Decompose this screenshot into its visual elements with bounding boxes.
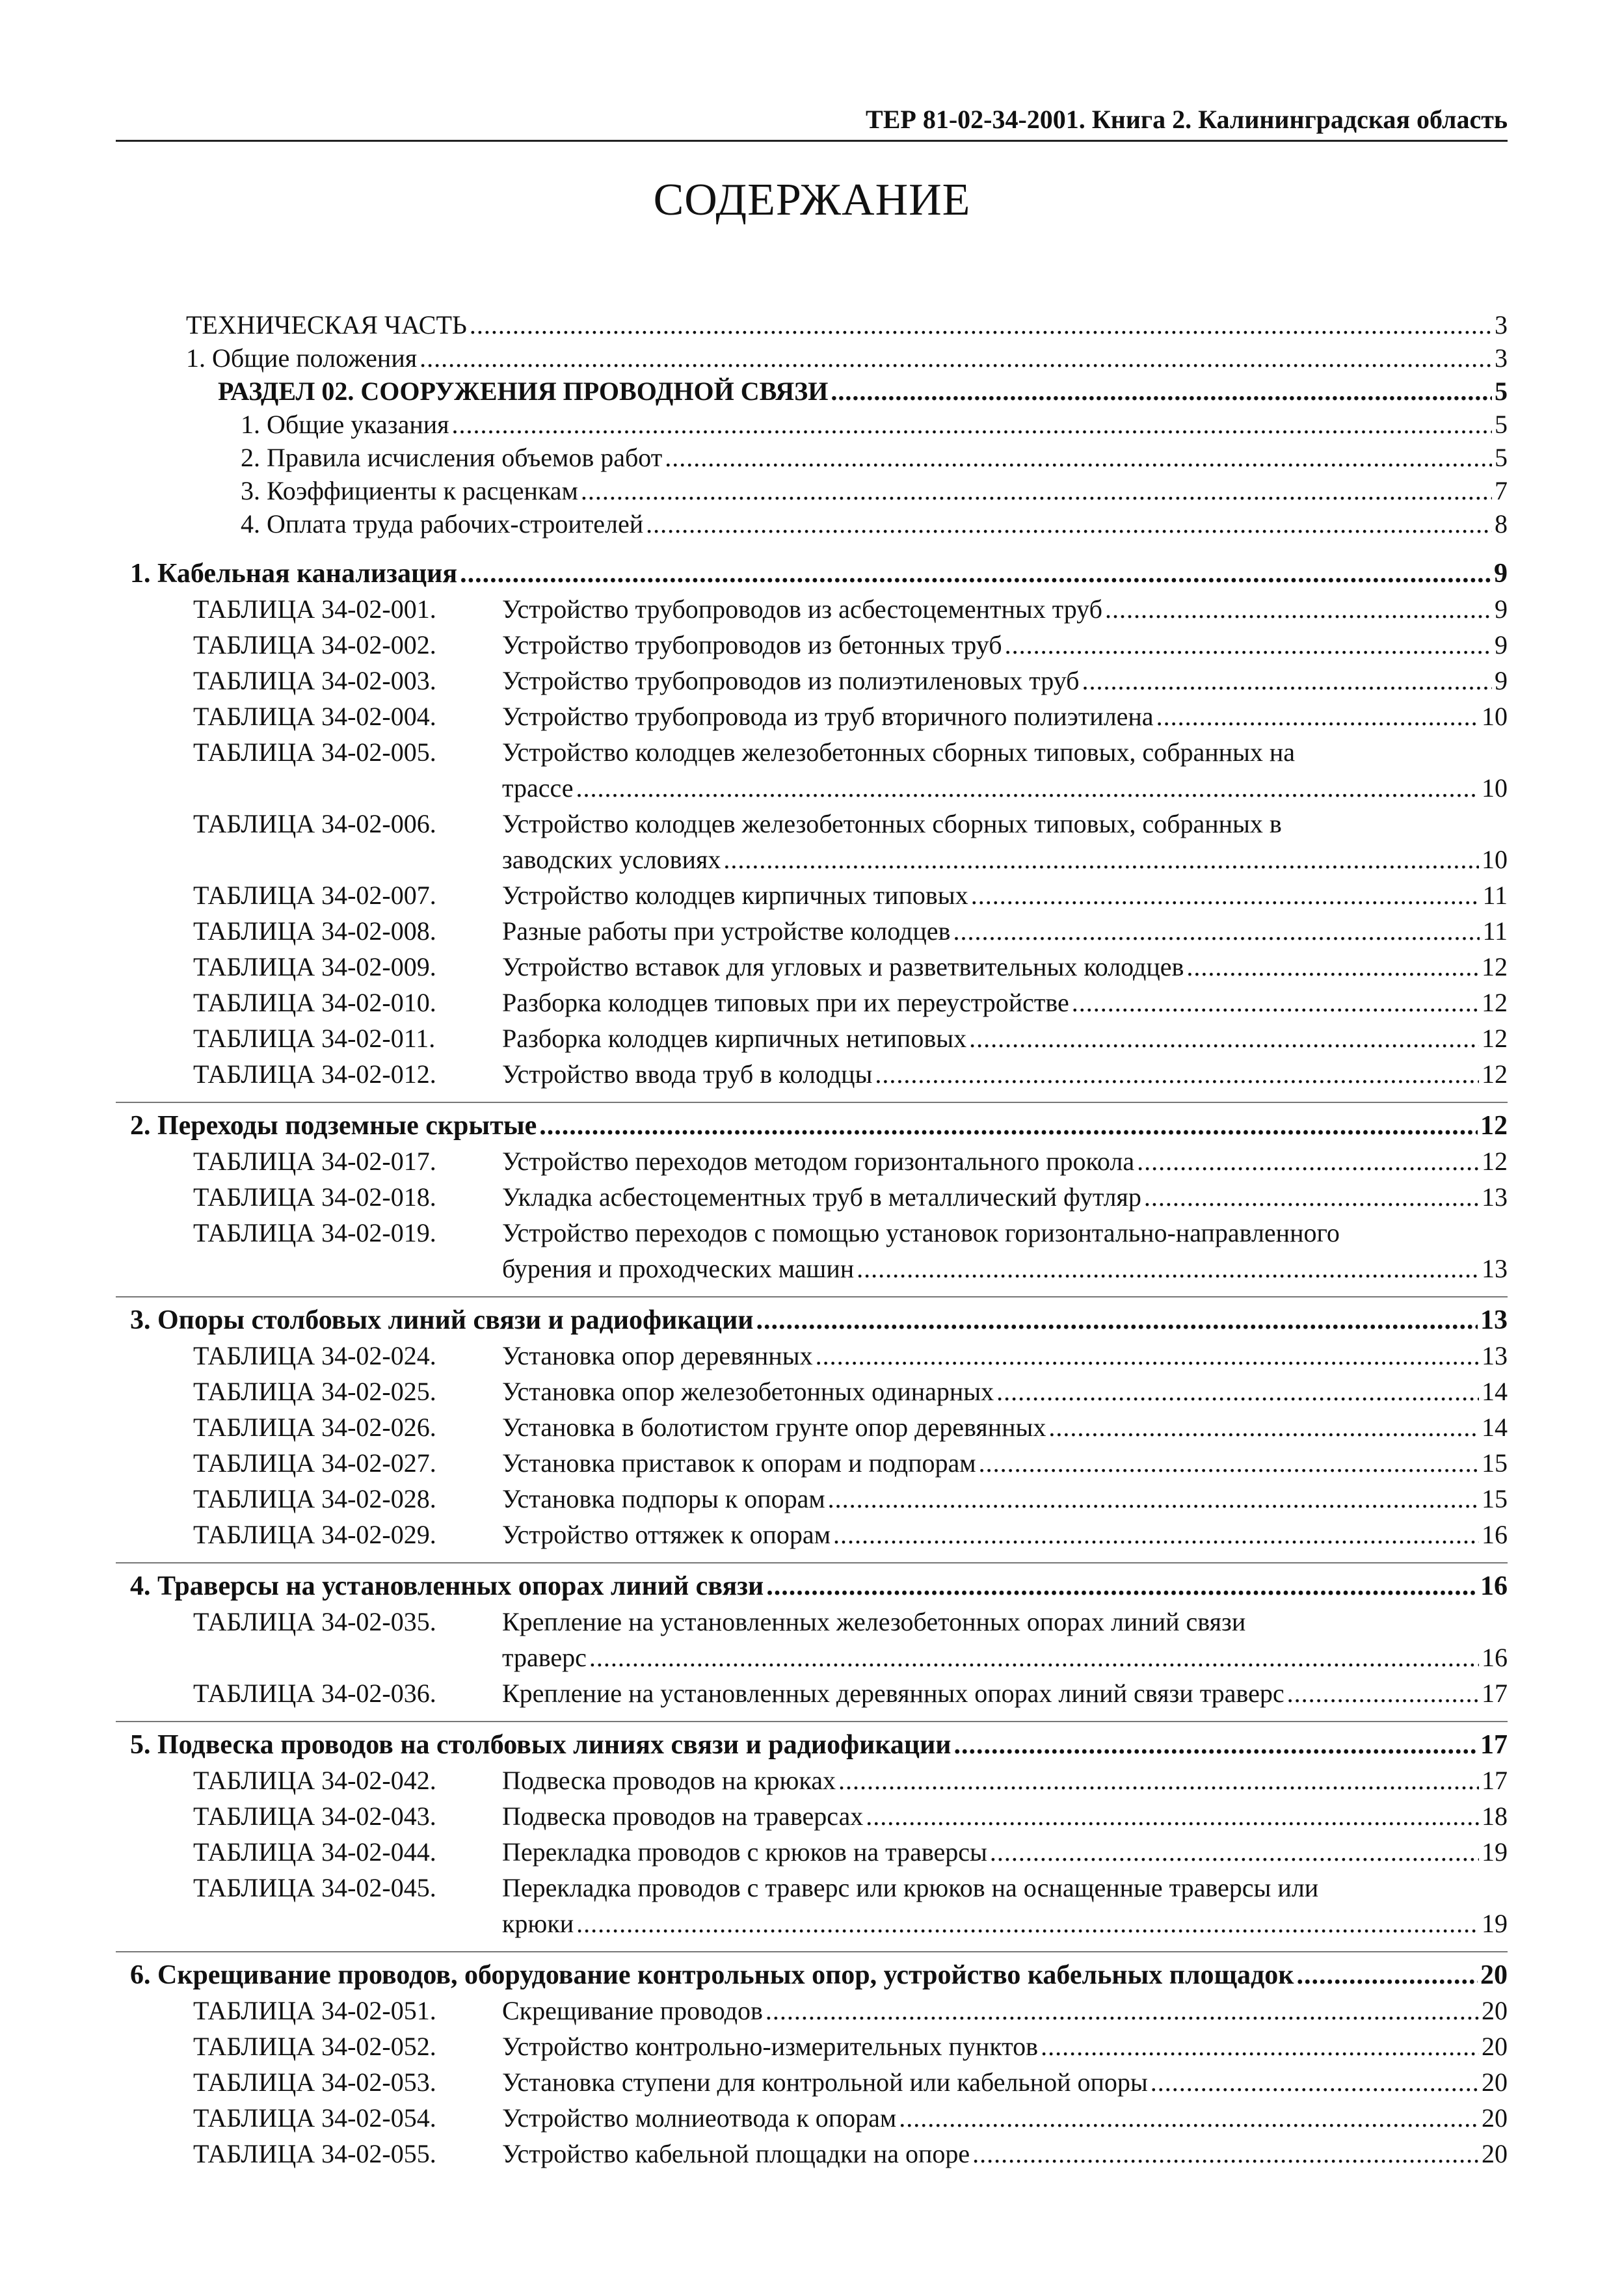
toc-table-code: ТАБЛИЦА 34-02-006. [193, 809, 436, 838]
toc-entry-text: бурения и проходческих машин [502, 1254, 855, 1283]
toc-section-heading[interactable] [130, 1110, 1508, 1142]
leader-dots [460, 557, 1491, 590]
toc-entry-text: 4. Траверсы на установленных опорах линий связи [130, 1571, 764, 1601]
toc-entry-text: Подвеска проводов на траверсах [502, 1802, 864, 1831]
toc-page-number: 16 [1480, 1571, 1508, 1601]
toc-entry-text: ТЕХНИЧЕСКАЯ ЧАСТЬ [186, 310, 467, 339]
toc-table-entry[interactable] [502, 1022, 1508, 1055]
toc-entry-text: Устройство трубопроводов из асбестоцементных труб [502, 594, 1103, 624]
toc-table-entry[interactable] [502, 1253, 1508, 1285]
toc-table-entry[interactable] [502, 1145, 1508, 1178]
toc-entry-text: Перекладка проводов с траверс или крюков на оснащенные траверсы или [502, 1873, 1319, 1902]
toc-page-number: 3 [1495, 343, 1508, 373]
toc-table-entry[interactable] [502, 1872, 1508, 1904]
toc-page-number: 12 [1482, 1059, 1508, 1089]
toc-page-number: 14 [1482, 1413, 1508, 1442]
toc-entry-text: 2. Правила исчисления объемов работ [241, 443, 663, 472]
toc-entry-text: 2. Переходы подземные скрытые [130, 1111, 537, 1141]
toc-entry-text: Устройство оттяжек к опорам [502, 1520, 831, 1549]
toc-table-code: ТАБЛИЦА 34-02-036. [193, 1679, 436, 1708]
toc-page-number: 5 [1495, 443, 1508, 472]
toc-table-code: ТАБЛИЦА 34-02-008. [193, 916, 436, 946]
toc-table-entry[interactable] [502, 951, 1508, 983]
toc-table-code: ТАБЛИЦА 34-02-009. [193, 952, 436, 981]
toc-table-entry[interactable] [502, 1217, 1508, 1249]
leader-dots [756, 1304, 1478, 1337]
leader-dots [1048, 1411, 1479, 1444]
toc-table-entry[interactable] [502, 736, 1508, 769]
toc-table-entry[interactable] [502, 629, 1508, 661]
toc-table-entry[interactable] [502, 1606, 1508, 1638]
toc-table-code: ТАБЛИЦА 34-02-042. [193, 1766, 436, 1795]
toc-intro-entry[interactable] [218, 375, 1508, 408]
toc-table-entry[interactable] [502, 1642, 1508, 1674]
toc-entry-text: заводских условиях [502, 845, 721, 874]
toc-page-number: 20 [1482, 2068, 1508, 2097]
section-divider [116, 1721, 1508, 1722]
leader-dots [831, 375, 1492, 408]
toc-table-code: ТАБЛИЦА 34-02-010. [193, 988, 436, 1017]
section-divider [116, 1102, 1508, 1103]
toc-page-number: 17 [1480, 1730, 1508, 1760]
toc-page-number: 20 [1482, 2139, 1508, 2168]
toc-table-code: ТАБЛИЦА 34-02-001. [193, 594, 436, 624]
toc-table-entry[interactable] [502, 700, 1508, 733]
toc-page-number: 16 [1482, 1643, 1508, 1672]
leader-dots [1041, 2030, 1479, 2063]
section-divider [116, 1562, 1508, 1563]
leader-dots [589, 1642, 1479, 1674]
toc-intro-entry[interactable] [241, 442, 1508, 474]
toc-intro-entry[interactable] [186, 342, 1508, 375]
toc-page-number: 20 [1482, 1996, 1508, 2025]
toc-table-code: ТАБЛИЦА 34-02-054. [193, 2103, 436, 2133]
toc-entry-text: Устройство трубопровода из труб вторичного полиэтилена [502, 702, 1154, 731]
toc-entry-text: 1. Общие указания [241, 410, 449, 439]
toc-intro-entry[interactable] [241, 475, 1508, 507]
toc-table-entry[interactable] [502, 2030, 1508, 2063]
toc-entry-text: Разборка колодцев типовых при их переустройстве [502, 988, 1069, 1017]
toc-page-number: 9 [1495, 630, 1508, 659]
toc-table-entry[interactable] [502, 1058, 1508, 1091]
toc-table-entry[interactable] [502, 1411, 1508, 1444]
toc-page-number: 11 [1482, 881, 1508, 910]
leader-dots [576, 1908, 1479, 1940]
toc-table-entry[interactable] [502, 1800, 1508, 1833]
toc-table-code: ТАБЛИЦА 34-02-011. [193, 1024, 436, 1053]
toc-section-heading[interactable] [130, 1729, 1508, 1761]
toc-intro-entry[interactable] [241, 408, 1508, 441]
toc-entry-text: 4. Оплата труда рабочих-строителей [241, 509, 644, 539]
toc-section-heading[interactable] [130, 557, 1508, 590]
leader-dots [1296, 1959, 1478, 1991]
toc-page-number: 19 [1482, 1909, 1508, 1938]
toc-table-entry[interactable] [502, 2066, 1508, 2099]
toc-page-number: 8 [1495, 509, 1508, 539]
leader-dots [1287, 1677, 1479, 1710]
toc-entry-text: 1. Кабельная канализация [130, 559, 458, 589]
toc-table-entry[interactable] [502, 915, 1508, 948]
leader-dots [866, 1800, 1479, 1833]
toc-page-number: 14 [1482, 1377, 1508, 1406]
leader-dots [1072, 987, 1479, 1019]
leader-dots [875, 1058, 1479, 1091]
leader-dots [581, 475, 1492, 507]
toc-page-number: 10 [1482, 773, 1508, 803]
toc-table-entry[interactable] [502, 1995, 1508, 2027]
toc-entry-text: 1. Общие положения [186, 343, 418, 373]
toc-page-number: 10 [1482, 845, 1508, 874]
leader-dots [765, 1995, 1479, 2027]
leader-dots [646, 508, 1492, 540]
leader-dots [470, 309, 1492, 341]
toc-table-code: ТАБЛИЦА 34-02-005. [193, 738, 436, 767]
toc-table-entry[interactable] [502, 987, 1508, 1019]
leader-dots [665, 442, 1492, 474]
toc-entry-text: 6. Скрещивание проводов, оборудование контрольных опор, устройство кабельных площадок [130, 1960, 1294, 1990]
toc-entry-text: Установка ступени для контрольной или кабельной опоры [502, 2068, 1148, 2097]
toc-page-number: 13 [1480, 1305, 1508, 1335]
toc-table-code: ТАБЛИЦА 34-02-017. [193, 1147, 436, 1176]
toc-entry-text: Установка опор железобетонных одинарных [502, 1377, 994, 1406]
leader-dots [954, 1729, 1478, 1761]
leader-dots [576, 772, 1479, 805]
toc-page-number: 17 [1482, 1766, 1508, 1795]
toc-page-number: 5 [1495, 410, 1508, 439]
section-divider [116, 1296, 1508, 1297]
toc-table-code: ТАБЛИЦА 34-02-007. [193, 881, 436, 910]
toc-page-number: 18 [1482, 1802, 1508, 1831]
toc-table-code: ТАБЛИЦА 34-02-024. [193, 1341, 436, 1370]
toc-entry-text: траверс [502, 1643, 587, 1672]
toc-entry-text: Подвеска проводов на крюках [502, 1766, 836, 1795]
leader-dots [1151, 2066, 1479, 2099]
toc-table-entry[interactable] [502, 665, 1508, 697]
toc-section-heading[interactable] [130, 1304, 1508, 1337]
toc-table-entry[interactable] [502, 1519, 1508, 1551]
toc-entry-text: Устройство молниеотвода к опорам [502, 2103, 897, 2133]
toc-page-number: 9 [1495, 666, 1508, 695]
toc-table-code: ТАБЛИЦА 34-02-018. [193, 1182, 436, 1212]
toc-table-code: ТАБЛИЦА 34-02-025. [193, 1377, 436, 1406]
leader-dots [723, 844, 1479, 876]
toc-page-number: 20 [1480, 1960, 1508, 1990]
page-title: СОДЕРЖАНИЕ [653, 175, 971, 225]
leader-dots [828, 1483, 1479, 1515]
toc-table-code: ТАБЛИЦА 34-02-019. [193, 1218, 436, 1247]
toc-table-code: ТАБЛИЦА 34-02-052. [193, 2032, 436, 2061]
toc-page-number: 13 [1482, 1254, 1508, 1283]
toc-entry-text: Устройство контрольно-измерительных пунктов [502, 2032, 1039, 2061]
toc-entry-text: Устройство кабельной площадки на опоре [502, 2139, 970, 2168]
leader-dots [996, 1376, 1479, 1408]
toc-table-code: ТАБЛИЦА 34-02-004. [193, 702, 436, 731]
toc-page-number: 7 [1495, 476, 1508, 505]
leader-dots [899, 2102, 1479, 2135]
toc-entry-text: Установка подпоры к опорам [502, 1484, 825, 1513]
leader-dots [1144, 1181, 1479, 1214]
toc-table-code: ТАБЛИЦА 34-02-043. [193, 1802, 436, 1831]
section-divider [116, 1951, 1508, 1952]
toc-section-heading[interactable] [130, 1959, 1508, 1991]
toc-table-entry[interactable] [502, 1181, 1508, 1214]
toc-table-code: ТАБЛИЦА 34-02-027. [193, 1448, 436, 1478]
leader-dots [979, 1447, 1479, 1480]
toc-table-code: ТАБЛИЦА 34-02-053. [193, 2068, 436, 2097]
toc-entry-text: 3. Опоры столбовых линий связи и радиофикации [130, 1305, 754, 1335]
leader-dots [969, 1022, 1479, 1055]
toc-table-code: ТАБЛИЦА 34-02-026. [193, 1413, 436, 1442]
leader-dots [539, 1110, 1478, 1142]
toc-table-code: ТАБЛИЦА 34-02-002. [193, 630, 436, 659]
toc-table-entry[interactable] [502, 1376, 1508, 1408]
toc-section-heading[interactable] [130, 1570, 1508, 1603]
toc-table-entry[interactable] [502, 1764, 1508, 1797]
toc-table-entry[interactable] [502, 879, 1508, 912]
toc-table-entry[interactable] [502, 808, 1508, 840]
toc-entry-text: Устройство колодцев железобетонных сборных типовых, собранных в [502, 809, 1282, 838]
toc-table-code: ТАБЛИЦА 34-02-003. [193, 666, 436, 695]
toc-entry-text: Установка приставок к опорам и подпорам [502, 1448, 976, 1478]
toc-entry-text: 5. Подвеска проводов на столбовых линиях связи и радиофикации [130, 1730, 952, 1760]
toc-page-number: 9 [1495, 594, 1508, 624]
toc-table-entry[interactable] [502, 1340, 1508, 1372]
toc-entry-text: Крепление на установленных деревянных опорах линий связи траверс [502, 1679, 1285, 1708]
toc-page-number: 10 [1482, 702, 1508, 731]
toc-table-entry[interactable] [502, 1447, 1508, 1480]
leader-dots [1137, 1145, 1479, 1178]
toc-entry-text: Крепление на установленных железобетонных опорах линий связи [502, 1607, 1246, 1636]
toc-table-entry[interactable] [502, 1908, 1508, 1940]
toc-page-number: 11 [1482, 916, 1508, 946]
toc-page-number: 16 [1482, 1520, 1508, 1549]
toc-table-code: ТАБЛИЦА 34-02-035. [193, 1607, 436, 1636]
toc-entry-text: Разборка колодцев кирпичных нетиповых [502, 1024, 967, 1053]
leader-dots [833, 1519, 1479, 1551]
leader-dots [1005, 629, 1492, 661]
toc-table-entry[interactable] [502, 844, 1508, 876]
toc-table-code: ТАБЛИЦА 34-02-051. [193, 1996, 436, 2025]
leader-dots [452, 408, 1492, 441]
toc-entry-text: Разные работы при устройстве колодцев [502, 916, 951, 946]
toc-page-number: 3 [1495, 310, 1508, 339]
toc-entry-text: Устройство трубопроводов из полиэтиленовых труб [502, 666, 1080, 695]
toc-entry-text: крюки [502, 1909, 574, 1938]
toc-entry-text: Устройство вставок для угловых и разветвительных колодцев [502, 952, 1184, 981]
leader-dots [1082, 665, 1492, 697]
leader-dots [1156, 700, 1479, 733]
toc-table-entry[interactable] [502, 2102, 1508, 2135]
toc-table-entry[interactable] [502, 1836, 1508, 1869]
leader-dots [990, 1836, 1479, 1869]
toc-entry-text: Устройство трубопроводов из бетонных труб [502, 630, 1002, 659]
toc-page-number: 13 [1482, 1341, 1508, 1370]
leader-dots [971, 879, 1480, 912]
toc-entry-text: трассе [502, 773, 574, 803]
toc-intro-entry[interactable] [186, 309, 1508, 341]
toc-table-entry[interactable] [502, 1677, 1508, 1710]
leader-dots [419, 342, 1492, 375]
toc-entry-text: Устройство колодцев кирпичных типовых [502, 881, 968, 910]
toc-page-number: 15 [1482, 1448, 1508, 1478]
leader-dots [838, 1764, 1479, 1797]
toc-table-code: ТАБЛИЦА 34-02-028. [193, 1484, 436, 1513]
toc-entry-text: Устройство колодцев железобетонных сборных типовых, собранных на [502, 738, 1296, 767]
leader-dots [766, 1570, 1478, 1603]
toc-entry-text: Установка опор деревянных [502, 1341, 813, 1370]
toc-page-number: 20 [1482, 2103, 1508, 2133]
toc-page-number: 12 [1482, 1024, 1508, 1053]
toc-table-entry[interactable] [502, 772, 1508, 805]
toc-table-entry[interactable] [502, 593, 1508, 626]
toc-entry-text: 3. Коэффициенты к расценкам [241, 476, 578, 505]
toc-page-number: 17 [1482, 1679, 1508, 1708]
running-header: ТЕР 81-02-34-2001. Книга 2. Калининградская область [116, 104, 1508, 142]
toc-page-number: 5 [1495, 377, 1508, 406]
toc-entry-text: Устройство переходов с помощью установок горизонтально-направленного [502, 1218, 1340, 1247]
toc-page-number: 12 [1480, 1111, 1508, 1141]
leader-dots [972, 2138, 1479, 2170]
toc-entry-text: Установка в болотистом грунте опор деревянных [502, 1413, 1046, 1442]
toc-page-number: 13 [1482, 1182, 1508, 1212]
leader-dots [1105, 593, 1492, 626]
toc-table-code: ТАБЛИЦА 34-02-055. [193, 2139, 436, 2168]
leader-dots [816, 1340, 1479, 1372]
toc-page-number: 9 [1494, 559, 1508, 589]
toc-entry-text: Устройство переходов методом горизонтального прокола [502, 1147, 1135, 1176]
toc-page-number: 20 [1482, 2032, 1508, 2061]
toc-table-code: ТАБЛИЦА 34-02-012. [193, 1059, 436, 1089]
toc-entry-text: РАЗДЕЛ 02. СООРУЖЕНИЯ ПРОВОДНОЙ СВЯЗИ [218, 377, 829, 406]
toc-table-entry[interactable] [502, 1483, 1508, 1515]
toc-table-code: ТАБЛИЦА 34-02-045. [193, 1873, 436, 1902]
leader-dots [953, 915, 1480, 948]
toc-page-number: 12 [1482, 952, 1508, 981]
toc-page-number: 12 [1482, 1147, 1508, 1176]
toc-table-entry[interactable] [502, 2138, 1508, 2170]
toc-table-code: ТАБЛИЦА 34-02-029. [193, 1520, 436, 1549]
toc-entry-text: Скрещивание проводов [502, 1996, 763, 2025]
toc-entry-text: Перекладка проводов с крюков на траверсы [502, 1837, 987, 1867]
toc-page-number: 15 [1482, 1484, 1508, 1513]
toc-entry-text: Укладка асбестоцементных труб в металлический футляр [502, 1182, 1141, 1212]
leader-dots [857, 1253, 1479, 1285]
toc-intro-entry[interactable] [241, 508, 1508, 540]
toc-page-number: 19 [1482, 1837, 1508, 1867]
toc-table-code: ТАБЛИЦА 34-02-044. [193, 1837, 436, 1867]
toc-page-number: 12 [1482, 988, 1508, 1017]
leader-dots [1186, 951, 1479, 983]
toc-entry-text: Устройство ввода труб в колодцы [502, 1059, 873, 1089]
